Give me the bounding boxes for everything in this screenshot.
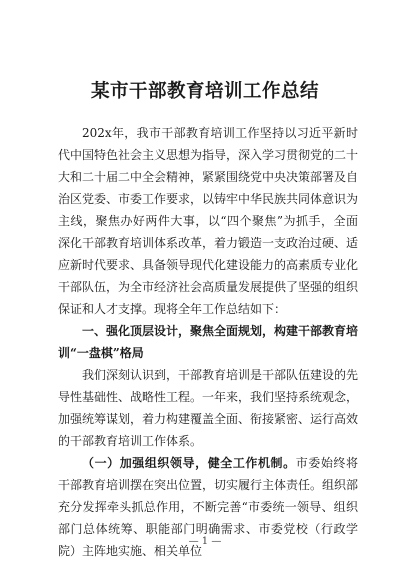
document-title: 某市干部教育培训工作总结 [90, 81, 319, 102]
section-1-paragraph: 我们深刻认识到，干部教育培训是干部队伍建设的先导性基础性、战略性工程。一年来，我们坚持系统观念，加强统筹谋划，着力构建覆盖全面、衔接紧密、运行高效的干部教育培训工作体系。 [58, 368, 359, 448]
subsection-1-text: 市委始终将干部教育培训摆在突出位置，切实履行主体责任。组织部充分发挥牵头抓总作用，不断完善“市委统一领导、组织部门总体统筹、职能部门明确需求、市委党校（行政学院）主阵地实施、相关单位 [58, 456, 359, 558]
page-number: — 1 — [188, 536, 222, 547]
document-body [58, 122, 358, 562]
section-heading-1: 一、强化顶层设计，聚焦全面规划，构建干部教育培训“一盘棋”格局 [58, 324, 359, 360]
intro-paragraph: 202x年，我市干部教育培训工作坚持以习近平新时代中国特色社会主义思想为指导，深入学习贯彻党的二十大和二十届二中全会精神，紧紧围绕党中央决策部署及自治区党委、市委工作要求，以铸牢中华民族共同体意识为主线，聚焦办好两件大事，以“四个聚焦”为抓手，全面深化干部教育培训体系改革，着力锻造一支政治过硬、适应新时代要求、具备领导现代化建设能力的高素质专业化干部队伍，为全市经济社会高质量发展提供了坚强的组织保证和人才支撑。现将全年工作总结如下： [58, 126, 359, 316]
subsection-1-lead: （一）加强组织领导，健全工作机制。 [82, 456, 296, 470]
